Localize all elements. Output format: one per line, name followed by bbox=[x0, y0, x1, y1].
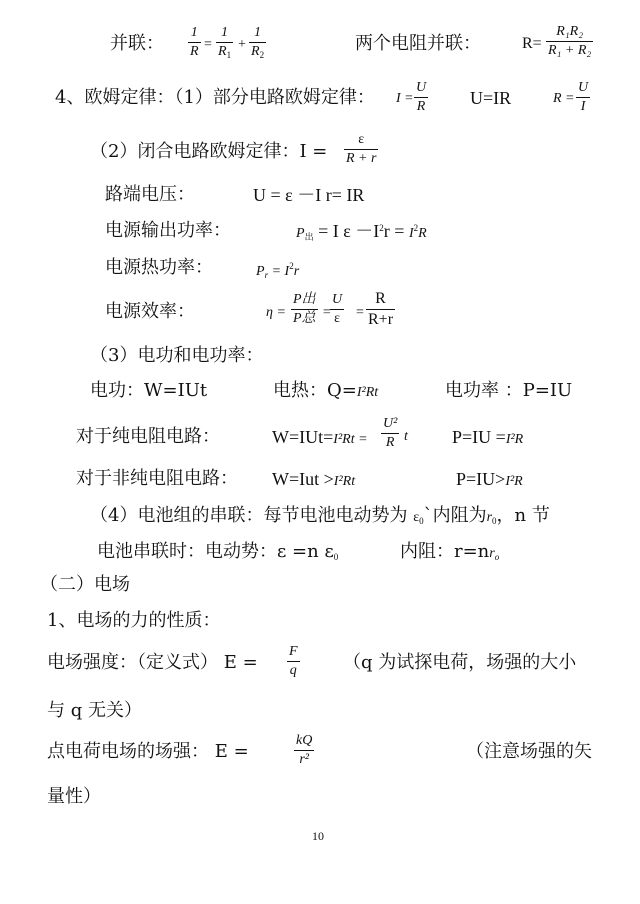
parallel-fraction-1: 1 R bbox=[190, 25, 199, 60]
terminal-formula: U = ε －I r= IR bbox=[253, 185, 365, 205]
pure-formula: W=IUt=I²Rt = bbox=[272, 427, 368, 447]
section-electric-field: （二）电场 bbox=[40, 574, 130, 595]
field-fraction: F q bbox=[289, 644, 298, 679]
ohm-i-eq: I = bbox=[396, 91, 414, 106]
pure-fraction: U² R bbox=[383, 416, 398, 451]
plus-sign: + bbox=[238, 37, 246, 52]
two-parallel-label: 两个电阻并联： bbox=[355, 33, 481, 54]
two-parallel-fraction: R₁R₂ R₁ + R₂ bbox=[548, 24, 592, 59]
ohm-uir: U=IR bbox=[470, 88, 512, 108]
field-note-2: 与 q 无关） bbox=[47, 700, 142, 721]
closed-heading: （2）闭合电路欧姆定律：I = bbox=[90, 141, 328, 162]
battery-heading: （4）电池组的串联：每节电池电动势为 $\varepsilon_0`$内阻为$r_0$，n 节 bbox=[90, 505, 550, 526]
ohm-heading: 4、欧姆定律：（1）部分电路欧姆定律： bbox=[55, 87, 375, 108]
terminal-label: 路端电压： bbox=[105, 184, 195, 205]
point-charge-label: 点电荷电场的场强： E = bbox=[47, 741, 249, 762]
heat-label: 电源热功率： bbox=[105, 257, 213, 278]
output-label: 电源输出功率： bbox=[105, 220, 231, 241]
heat2-label: 电热：Q=I²Rt bbox=[273, 380, 379, 401]
point-note: （注意场强的矢 bbox=[466, 741, 592, 762]
nonpure-label: 对于非纯电阻电路： bbox=[76, 468, 238, 489]
eta-eq: η = bbox=[266, 305, 286, 320]
field-note: （q 为试探电荷，场强的大小 bbox=[343, 652, 577, 673]
eff-eq-2: = bbox=[356, 305, 364, 320]
efficiency-fraction-2: U ε bbox=[332, 292, 343, 327]
equals-sign: = bbox=[204, 37, 212, 52]
pure-power: P=IU =I²R bbox=[452, 427, 524, 447]
pure-label: 对于纯电阻电路： bbox=[76, 426, 220, 447]
ohm-r-eq: R = bbox=[553, 91, 575, 106]
efficiency-fraction-3: R R+r bbox=[368, 290, 394, 329]
point-note-2: 量性） bbox=[47, 786, 101, 807]
output-formula: $P_出 = I$ $\varepsilon -I^2r = I^2R$ bbox=[296, 221, 427, 243]
battery-inner: 内阻：$r=nr_o$ bbox=[400, 541, 500, 562]
nonpure-power: P=IU>I²R bbox=[456, 469, 523, 489]
page-number: 10 bbox=[312, 829, 324, 843]
pure-t: t bbox=[404, 429, 408, 444]
closed-fraction: ε R + r bbox=[346, 132, 377, 167]
heat-formula: $P_r = I^2r$ bbox=[256, 261, 300, 280]
power-label: 电功率 ：P=IU bbox=[445, 380, 573, 401]
ohm-fraction: U R bbox=[416, 80, 427, 115]
field-definition: 电场强度：（定义式） E = bbox=[47, 652, 258, 673]
parallel-fraction-3: 1 $R_2$ bbox=[251, 25, 265, 61]
two-parallel-lhs: R= bbox=[522, 35, 542, 52]
work-heading: （3）电功和电功率： bbox=[90, 345, 264, 366]
parallel-fraction-2: 1 $R_1$ bbox=[218, 25, 232, 61]
eff-eq-1: = bbox=[322, 305, 332, 320]
point-charge-fraction: kQ r² bbox=[296, 733, 313, 768]
work-label: 电功：W=IUt bbox=[90, 380, 208, 401]
battery-line2: 电池串联时：电动势：ε =n $\varepsilon_0$ bbox=[97, 541, 339, 562]
ohm-r-fraction: U I bbox=[578, 80, 589, 115]
efficiency-label: 电源效率： bbox=[105, 301, 195, 322]
field-heading: 1、电场的力的性质： bbox=[47, 610, 221, 631]
efficiency-fraction-1: P出 P总 bbox=[293, 292, 316, 327]
nonpure-formula: W=Iut >I²Rt bbox=[272, 469, 356, 489]
parallel-label: 并联： bbox=[110, 33, 164, 54]
